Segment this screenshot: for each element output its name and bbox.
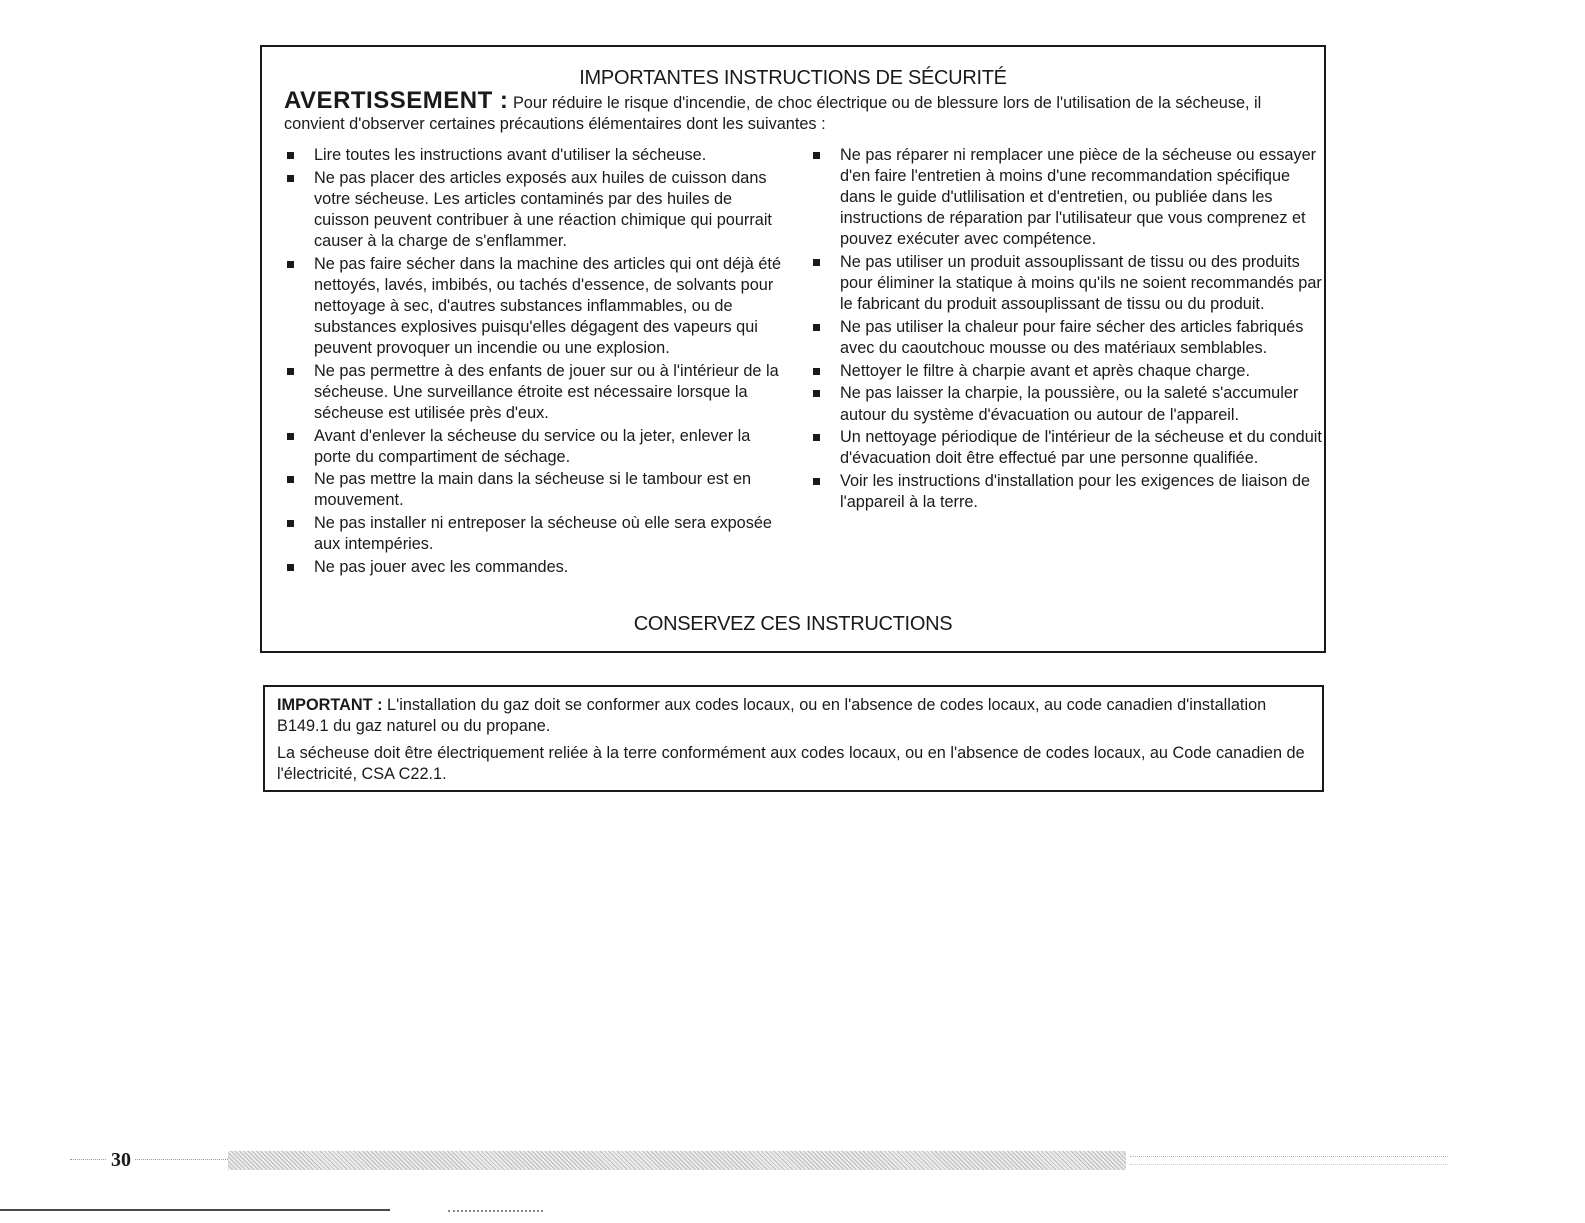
safety-list-item-text: Ne pas réparer ni remplacer une pièce de la sécheuse ou essayer d'en faire l'entretien à moins d'une recommandation spécifique dans le guide d'utlilisation et d'entretien, ou publiée dans les instructions de réparation par l'utilisateur que vous comprenez et pouvez exécuter avec compétence. <box>840 146 1317 249</box>
safety-list-right <box>810 145 1322 515</box>
square-bullet-icon <box>813 478 820 485</box>
square-bullet-icon <box>287 261 294 268</box>
page-number: 30 <box>107 1148 135 1172</box>
safety-instructions-box <box>260 45 1326 653</box>
bottom-edge-dots <box>448 1210 543 1212</box>
square-bullet-icon <box>813 390 820 397</box>
warning-label: AVERTISSEMENT : <box>284 87 509 114</box>
square-bullet-icon <box>287 476 294 483</box>
safety-list-item <box>810 145 1322 250</box>
safety-list-item-text: Voir les instructions d'installation pour les exigences de liaison de l'appareil à la terre. <box>840 471 1311 512</box>
safety-list-item <box>284 426 784 468</box>
safety-list-left <box>284 145 784 580</box>
important-paragraph-gas <box>277 695 1310 737</box>
safety-list-item <box>810 361 1322 382</box>
safety-list-item-text: Avant d'enlever la sécheuse du service ou la jeter, enlever la porte du compartiment de séchage. <box>314 426 751 466</box>
square-bullet-icon <box>287 368 294 375</box>
important-paragraph-electric: La sécheuse doit être électriquement reliée à la terre conformément aux codes locaux, ou en l'absence de codes locaux, au Code canadien de l'électricité, CSA C22.1. <box>277 744 1305 783</box>
safety-list-item <box>810 471 1322 513</box>
footer-dotted-rule-left <box>70 1159 230 1160</box>
square-bullet-icon <box>813 434 820 441</box>
square-bullet-icon <box>813 152 820 159</box>
square-bullet-icon <box>287 175 294 182</box>
safety-list-item-text: Ne pas faire sécher dans la machine des articles qui ont déjà été nettoyés, lavés, imbibés, ou tachés d'essence, de solvants pour nettoyage à sec, d'autres substances inflammables, ou de substances explosives puisqu'elles dégagent des vapeurs qui peuvent provoquer un incendie ou une explosion. <box>314 254 781 358</box>
safety-list-item-text: Ne pas jouer avec les commandes. <box>314 557 569 576</box>
safety-list-item-text: Ne pas utiliser la chaleur pour faire sécher des articles fabriqués avec du caoutchouc mousse ou des matériaux semblables. <box>840 317 1304 358</box>
square-bullet-icon <box>287 433 294 440</box>
safety-title: IMPORTANTES INSTRUCTIONS DE SÉCURITÉ <box>579 67 1007 89</box>
safety-list-item <box>810 427 1322 469</box>
safety-list-item-text: Lire toutes les instructions avant d'utiliser la sécheuse. <box>314 146 707 164</box>
important-gas-text: L'installation du gaz doit se conformer aux codes locaux, ou en l'absence de codes locaux, au code canadien d'installation B149.1 du gaz naturel ou du propane. <box>277 696 1267 735</box>
safety-list-item-text: Ne pas permettre à des enfants de jouer sur ou à l'intérieur de la sécheuse. Une surveillance étroite est nécessaire lorsque la sécheuse est utilisée près d'eux. <box>314 361 779 422</box>
safety-list-item-text: Ne pas installer ni entreposer la sécheuse où elle sera exposée aux intempéries. <box>314 514 772 554</box>
safety-list-item-text: Un nettoyage périodique de l'intérieur de la sécheuse et du conduit d'évacuation doit être effectué par une personne qualifiée. <box>840 428 1322 468</box>
square-bullet-icon <box>287 152 294 159</box>
important-note-box <box>263 685 1324 792</box>
bottom-edge-rule <box>0 1209 390 1211</box>
safety-list-item <box>284 254 784 359</box>
safety-list-item-text: Ne pas mettre la main dans la sécheuse si le tambour est en mouvement. <box>314 470 752 510</box>
safety-list-item-text: Ne pas placer des articles exposés aux huiles de cuisson dans votre sécheuse. Les articles contaminés par des huiles de cuisson peuvent contribuer à une réaction chimique qui pourrait causer à la charge de s'enflammer. <box>314 168 772 250</box>
safety-list-item-text: Ne pas laisser la charpie, la poussière, ou la saleté s'accumuler autour du système d'évacuation ou autour de l'appareil. <box>840 384 1299 424</box>
safety-list-item <box>284 557 784 578</box>
safety-list-item <box>284 361 784 424</box>
safety-list-item <box>284 145 784 166</box>
safety-list-item <box>284 513 784 555</box>
page-footer <box>70 1148 1450 1172</box>
safety-list-item-text: Ne pas utiliser un produit assouplissant de tissu ou des produits pour éliminer la statique à moins qu'ils ne soient recommandés par le fabricant du produit assouplissant de tissu ou du produit. <box>840 253 1322 314</box>
footer-dotted-rule-right <box>1130 1156 1448 1165</box>
safety-list-item-text: Nettoyer le filtre à charpie avant et après chaque charge. <box>840 361 1250 380</box>
footer-hatch-bar <box>228 1151 1126 1170</box>
warning-text: Pour réduire le risque d'incendie, de choc électrique ou de blessure lors de l'utilisation de la sécheuse, il convient d'observer certaines précautions élémentaires dont les suivantes : <box>284 94 1262 133</box>
square-bullet-icon <box>287 520 294 527</box>
square-bullet-icon <box>813 259 820 266</box>
square-bullet-icon <box>287 564 294 571</box>
square-bullet-icon <box>813 324 820 331</box>
safety-list-item <box>810 383 1322 425</box>
safety-list-item <box>284 168 784 252</box>
save-instructions-title: CONSERVEZ CES INSTRUCTIONS <box>633 613 953 635</box>
square-bullet-icon <box>813 368 820 375</box>
safety-list-item <box>810 317 1322 359</box>
warning-paragraph <box>284 89 1304 135</box>
safety-list-item <box>284 469 784 511</box>
important-label: IMPORTANT : <box>277 696 383 714</box>
safety-list-item <box>810 252 1322 315</box>
